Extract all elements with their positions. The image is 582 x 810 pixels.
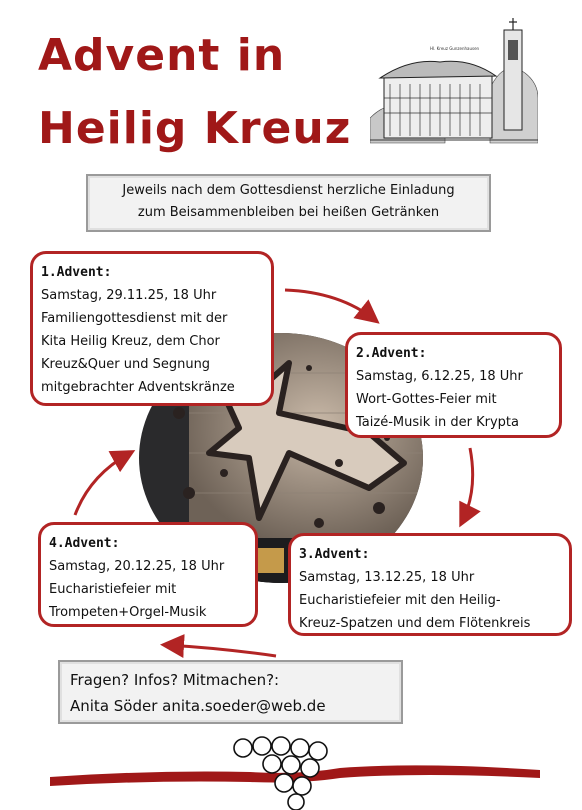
grapes-icon [0,730,582,810]
advent-card-2 [345,332,562,438]
advent-1-date: Samstag, 29.11.25, 18 Uhr [41,288,217,303]
advent-4-heading: 4.Advent: [49,536,120,551]
contact-email[interactable]: Anita Söder anita.soeder@web.de [70,697,326,715]
contact-box [58,660,403,724]
church-drawing [370,18,538,148]
invitation-box [86,174,491,232]
advent-card-1 [30,251,274,406]
advent-2-line: Taizé-Musik in der Krypta [356,415,519,430]
advent-4-line: Eucharistiefeier mit [49,582,177,597]
invitation-line-2: zum Beisammenbleiben bei heißen Getränken [137,205,440,220]
advent-card-4 [38,522,258,627]
title-line-2: Heilig Kreuz [38,103,352,154]
advent-1-line: Kreuz&Quer und Segnung [41,357,211,372]
contact-question: Fragen? Infos? Mitmachen?: [70,671,280,689]
advent-3-date: Samstag, 13.12.25, 18 Uhr [299,570,475,585]
advent-1-line: Kita Heilig Kreuz, dem Chor [41,334,220,349]
advent-1-line: mitgebrachter Adventskränze [41,380,235,395]
invitation-line-1: Jeweils nach dem Gottesdienst herzliche Einladung [122,183,455,198]
advent-4-date: Samstag, 20.12.25, 18 Uhr [49,559,225,574]
advent-4-line: Trompeten+Orgel-Musik [49,605,207,620]
advent-1-line: Familiengottesdienst mit der [41,311,228,326]
advent-3-line: Kreuz-Spatzen und dem Flötenkreis [299,616,531,631]
title-line-1: Advent in [38,30,286,81]
advent-1-heading: 1.Advent: [41,265,112,280]
advent-2-line: Wort-Gottes-Feier mit [356,392,497,407]
advent-3-line: Eucharistiefeier mit den Heilig- [299,593,501,608]
advent-2-heading: 2.Advent: [356,346,427,361]
advent-3-heading: 3.Advent: [299,547,370,562]
advent-card-3 [288,533,572,636]
advent-2-date: Samstag, 6.12.25, 18 Uhr [356,369,523,384]
svg-text:Hl. Kreuz Gunzenhausen: Hl. Kreuz Gunzenhausen [430,46,480,51]
